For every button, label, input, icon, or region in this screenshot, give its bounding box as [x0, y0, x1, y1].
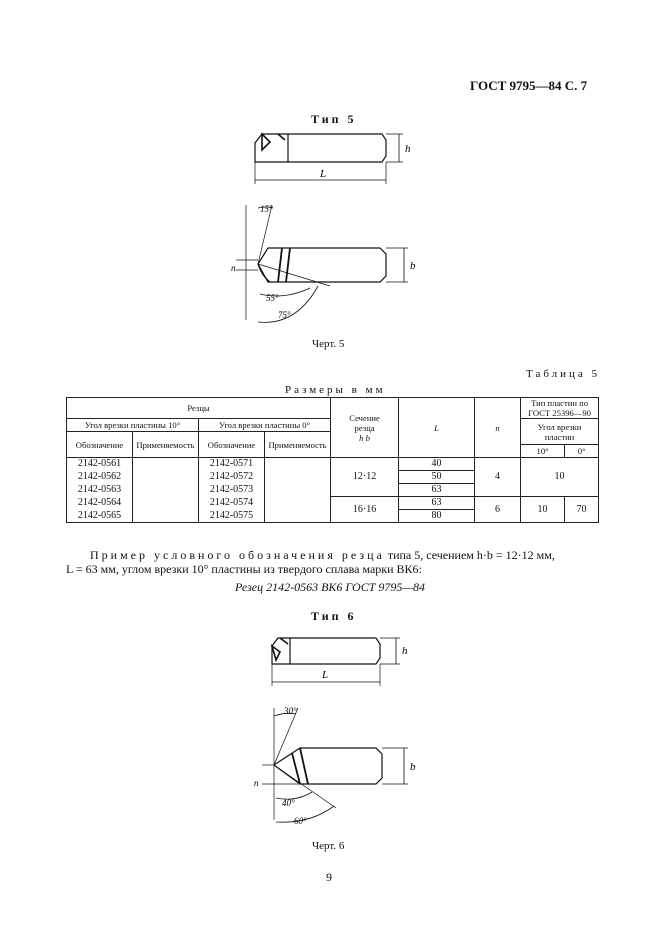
table-number: Таблица 5 — [526, 368, 601, 380]
type6-b-label: b — [410, 761, 416, 773]
type5-top-body — [258, 248, 386, 282]
cell-plate0: 70 — [565, 497, 599, 523]
type5-h-label: h — [405, 143, 411, 155]
cell-sec2: 16·16 — [331, 497, 399, 523]
type6-top-body — [274, 748, 382, 784]
th-rezcy: Резцы — [67, 398, 331, 419]
example-paragraph: Пример условного обозначения резца типа 5, сечением h·b = 12·12 мм, L = 63 мм, углом врезки 10° пластины из твердого сплава марки ВК6: — [66, 548, 555, 576]
table-row: 2142-0562 2142-0572 50 — [67, 471, 599, 484]
table-row: 2142-0563 2142-0573 63 — [67, 484, 599, 497]
example-designation: Резец 2142-0563 ВК6 ГОСТ 9795—84 — [235, 580, 426, 594]
th-n: n — [475, 398, 521, 458]
th-prim-10: Применяемость — [133, 432, 199, 458]
cell-sec1: 12·12 — [331, 458, 399, 497]
type6-angle-40: 40° — [282, 798, 295, 808]
cell-plate-all: 10 — [521, 458, 599, 497]
type5-side-body — [255, 134, 386, 162]
th-prim-0: Применяемость — [265, 432, 331, 458]
type6-angle-60: 60° — [294, 816, 307, 826]
type5-angle-55: 55° — [266, 293, 279, 303]
type5-title: Тип 5 — [311, 112, 357, 126]
spec-table — [66, 397, 599, 523]
type6-angle-30: 30° — [284, 706, 297, 716]
th-10deg: 10° — [521, 445, 565, 458]
type5-drawing — [0, 0, 661, 360]
th-oboz-0: Обозначение — [199, 432, 265, 458]
type6-h-label: h — [402, 645, 408, 657]
cell-n1: 4 — [475, 458, 521, 497]
page-header: ГОСТ 9795—84 С. 7 — [470, 78, 588, 93]
type5-L-label: L — [320, 168, 327, 180]
page-number: 9 — [326, 870, 332, 884]
type6-drawing — [0, 620, 661, 840]
th-section: Сечение резца h b — [331, 398, 399, 458]
table-row: 2142-0561 2142-0571 12·12 40 4 10 — [67, 458, 599, 471]
type5-n-label: n — [231, 263, 236, 273]
type6-n-label: n — [254, 778, 259, 788]
th-angle0: Угол врезки пластины 0° — [199, 419, 331, 432]
cell-plate10: 10 — [521, 497, 565, 523]
th-0deg: 0° — [565, 445, 599, 458]
th-plate-angle: Угол врезки пластин — [521, 419, 599, 445]
type6-side-body — [272, 638, 380, 664]
cell-n2: 6 — [475, 497, 521, 523]
th-L: L — [399, 398, 475, 458]
table-dims-title: Размеры в мм — [285, 384, 386, 396]
type5-b-label: b — [410, 260, 416, 272]
type5-angle-75: 75° — [278, 310, 291, 320]
type6-caption: Черт. 6 — [312, 840, 345, 852]
type6-L-label: L — [322, 669, 329, 681]
th-angle10: Угол врезки пластины 10° — [67, 419, 199, 432]
table-row: 2142-0564 2142-0574 16·16 63 6 10 70 — [67, 497, 599, 510]
type6-title: Тип 6 — [311, 609, 357, 623]
th-plate-type: Тип пластин по ГОСТ 25396—90 — [521, 398, 599, 419]
type5-caption: Черт. 5 — [312, 338, 345, 350]
type5-angle-15: 15° — [260, 204, 273, 214]
th-oboz-10: Обозначение — [67, 432, 133, 458]
table-row: 2142-0565 2142-0575 80 — [67, 510, 599, 523]
